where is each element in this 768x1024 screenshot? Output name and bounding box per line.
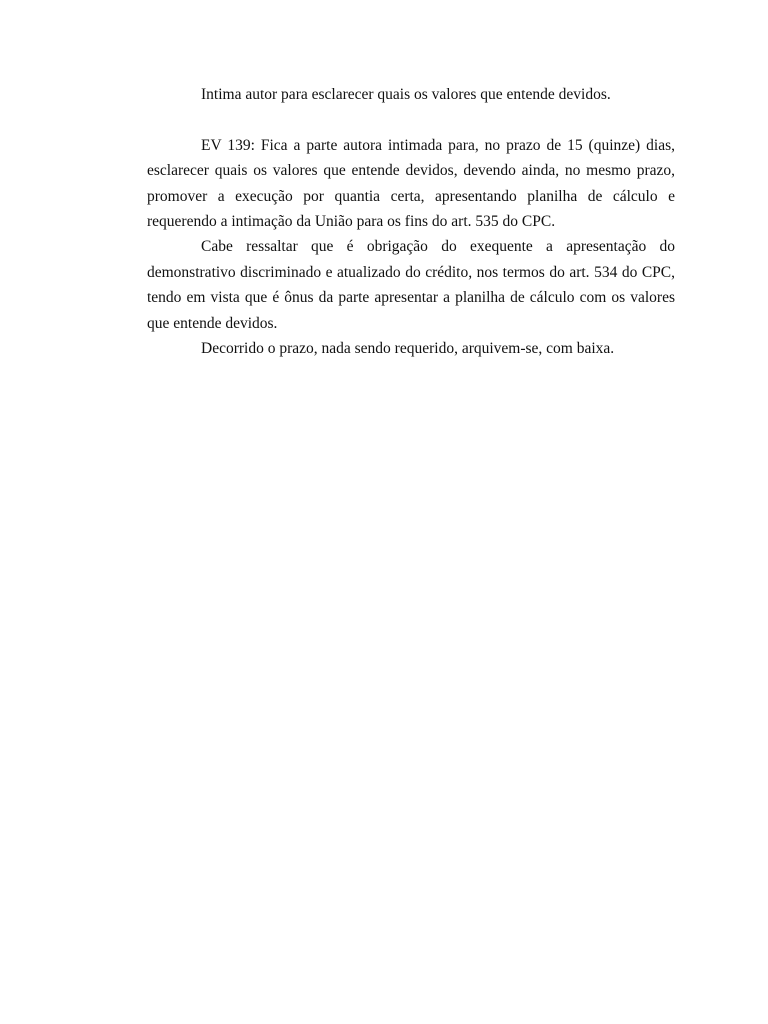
paragraph-conclusion: Decorrido o prazo, nada sendo requerido, arquivem-se, com baixa. [201, 340, 615, 358]
paragraph-intro: Intima autor para esclarecer quais os valores que entende devidos. [201, 86, 611, 103]
paragraph-ev-139: EV 139: Fica a parte autora intimada para, no prazo de 15 (quinze) dias, esclarecer quais os valores que entende devidos, devendo ainda, no mesmo prazo, promover a execução por quantia certa, apresentando planilha de cálculo e requerendo a intimação da União para os fins do art. 535 do CPC. [147, 136, 675, 231]
document-page [147, 82, 675, 361]
paragraph-obligation: Cabe ressaltar que é obrigação do exequente a apresentação do demonstrativo discriminado e atualizado do crédito, nos termos do art. 534 do CPC, tendo em vista que é ônus da parte apresentar a planilha de cálculo com os valores que entende devidos. [147, 238, 675, 332]
